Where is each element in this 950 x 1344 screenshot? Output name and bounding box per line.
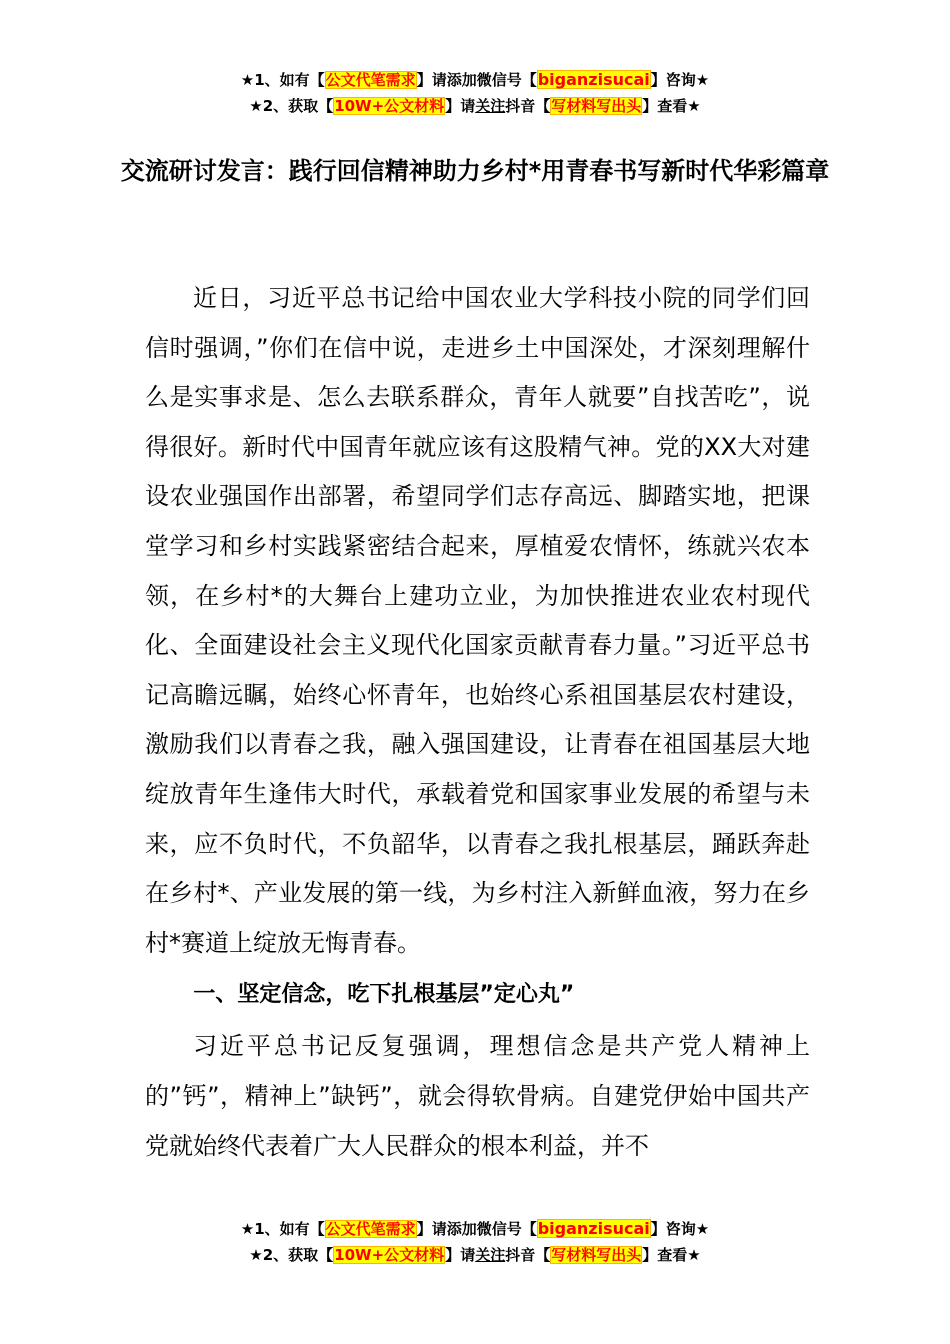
footer-promo-banner <box>0 1216 950 1268</box>
promo-text: 】请 <box>445 97 476 115</box>
promo-line-1 <box>0 67 950 93</box>
promo-wechat-id: biganzisucai <box>537 1219 650 1238</box>
promo-text: 】咨询★ <box>650 71 710 89</box>
promo-wechat-id: biganzisucai <box>537 70 650 89</box>
header-promo-banner <box>0 67 950 119</box>
body-paragraph: 近日，习近平总书记给中国农业大学科技小院的同学们回信时强调，”你们在信中说，走进乡土中国深处，才深刻理解什么是实事求是、怎么去联系群众，青年人就要”自找苦吃”，说得很好。新时代中国青年就应该有这股精气神。党的XX大对建设农业强国作出部署，希望同学们志存高远、脚踏实地，把课堂学习和乡村实践紧密结合起来，厚植爱农情怀，练就兴农本领，在乡村*的大舞台上建功立业，为加快推进农业农村现代化、全面建设社会主义现代化国家贡献青春力量。”习近平总书记高瞻远瞩，始终心怀青年，也始终心系祖国基层农村建设，激励我们以青春之我，融入强国建设，让青春在祖国基层大地绽放青年生逢伟大时代，承载着党和国家事业发展的希望与未来，应不负时代，不负韶华，以青春之我扎根基层，踊跃奔赴在乡村*、产业发展的第一线，为乡村注入新鲜血液，努力在乡村*赛道上绽放无悔青春。 <box>145 284 810 957</box>
promo-text: ★1、如有【 <box>240 1220 325 1238</box>
promo-text: 】查看★ <box>642 1246 701 1264</box>
promo-line-1 <box>0 1216 950 1242</box>
section-heading: 一、坚定信念，吃下扎根基层”定心丸” <box>193 982 575 1008</box>
promo-text: 关注 <box>475 97 506 115</box>
promo-text: 】咨询★ <box>650 1220 710 1238</box>
promo-highlight: 公文代笔需求 <box>325 1220 416 1238</box>
body-paragraph: 习近平总书记反复强调，理想信念是共产党人精神上的”钙”，精神上”缺钙”，就会得软骨病。自建党伊始中国共产党就始终代表着广大人民群众的根本利益，并不 <box>145 1032 810 1160</box>
promo-line-2 <box>0 93 950 119</box>
promo-text: 】查看★ <box>642 97 701 115</box>
promo-highlight: 公文代笔需求 <box>325 71 416 89</box>
promo-text: 关注 <box>475 1246 506 1264</box>
promo-text: 抖音【 <box>505 1246 551 1264</box>
promo-highlight: 写材料写出头 <box>551 1246 642 1264</box>
promo-text: 】请添加微信号【 <box>416 1220 537 1238</box>
promo-line-2 <box>0 1242 950 1268</box>
promo-text: ★1、如有【 <box>240 71 325 89</box>
document-title: 交流研讨发言：践行回信精神助力乡村*用青春书写新时代华彩篇章 <box>120 157 830 185</box>
promo-highlight: 10W+公文材料 <box>334 1246 445 1264</box>
promo-text: ★2、获取【 <box>249 1246 334 1264</box>
document-body <box>145 274 810 1171</box>
promo-highlight: 10W+公文材料 <box>334 97 445 115</box>
promo-text: 抖音【 <box>505 97 551 115</box>
promo-text: ★2、获取【 <box>249 97 334 115</box>
promo-text: 】请添加微信号【 <box>416 71 537 89</box>
promo-highlight: 写材料写出头 <box>551 97 642 115</box>
promo-text: 】请 <box>445 1246 476 1264</box>
